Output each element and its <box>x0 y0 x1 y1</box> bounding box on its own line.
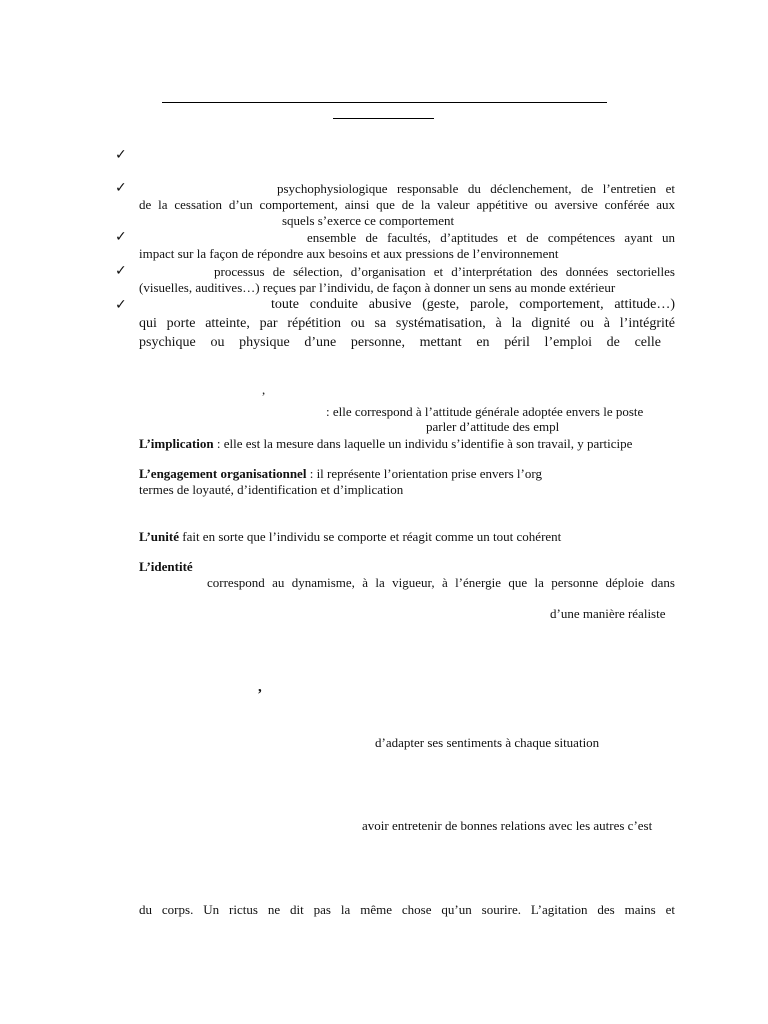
dynamisme-line: correspond au dynamisme, à la vigueur, à l’énergie que la personne déploie dans <box>207 575 675 590</box>
bullet-2-line-1: psychophysiologique responsable du déclenchement, de l’entretien et <box>277 181 675 196</box>
bullet-4-line-1: processus de sélection, d’organisation et d’interprétation des données sectorielles <box>214 264 675 279</box>
unite-text: fait en sorte que l’individu se comporte et réagit comme un tout cohérent <box>178 529 562 544</box>
comma: , <box>262 382 266 397</box>
engagement-line-1 <box>139 466 542 482</box>
comma: , <box>258 679 262 695</box>
realiste-line: d’une manière réaliste <box>550 606 666 621</box>
implication-term: L’implication <box>139 436 214 451</box>
bullet-5-line-2: qui porte atteinte, par répétition ou sa systématisation, à la dignité ou à l’intégrité <box>139 316 675 331</box>
bullet-3-line-2: impact sur la façon de répondre aux besoins et aux pressions de l’environnement <box>139 246 559 261</box>
check-icon: ✓ <box>115 229 127 245</box>
subtitle-underline <box>333 118 434 119</box>
bullet-2-line-3: squels s’exerce ce comportement <box>282 213 455 228</box>
bullet-5-line-3: psychique ou physique d’une personne, mettant en péril l’emploi de celle <box>139 335 661 350</box>
engagement-line-2: termes de loyauté, d’identification et d’implication <box>139 482 404 497</box>
check-icon: ✓ <box>115 297 127 313</box>
unite-line <box>139 529 561 545</box>
corps-line: du corps. Un rictus ne dit pas la même chose qu’un sourire. L’agitation des mains et <box>139 902 675 917</box>
relations-line: avoir entretenir de bonnes relations avec les autres c’est <box>362 818 653 833</box>
title-underline <box>162 102 607 103</box>
implication-text: : elle est la mesure dans laquelle un individu s’identifie à son travail, y participe <box>213 436 633 451</box>
bullet-2-line-2: de la cessation d’un comportement, ainsi que de la valeur appétitive ou aversive conférée aux <box>139 197 675 212</box>
satisfaction-line-2: parler d’attitude des empl <box>426 419 560 434</box>
check-icon: ✓ <box>115 263 127 279</box>
check-icon: ✓ <box>115 147 127 163</box>
bullet-5-line-1: toute conduite abusive (geste, parole, comportement, attitude…) <box>271 297 675 312</box>
adapter-line: d’adapter ses sentiments à chaque situation <box>375 735 600 750</box>
bullet-4-line-2: (visuelles, auditives…) reçues par l’individu, de façon à donner un sens au monde extérieur <box>139 280 616 295</box>
identite-term: L’identité <box>139 559 193 574</box>
engagement-text: : il représente l’orientation prise envers l’org <box>306 466 542 481</box>
bullet-3-line-1: ensemble de facultés, d’aptitudes et de compétences ayant un <box>307 230 675 245</box>
unite-term: L’unité <box>139 529 179 544</box>
implication-line <box>139 436 632 452</box>
check-icon: ✓ <box>115 180 127 196</box>
satisfaction-line-1: : elle correspond à l’attitude générale adoptée envers le poste <box>326 404 644 419</box>
engagement-term: L’engagement organisationnel <box>139 466 307 481</box>
